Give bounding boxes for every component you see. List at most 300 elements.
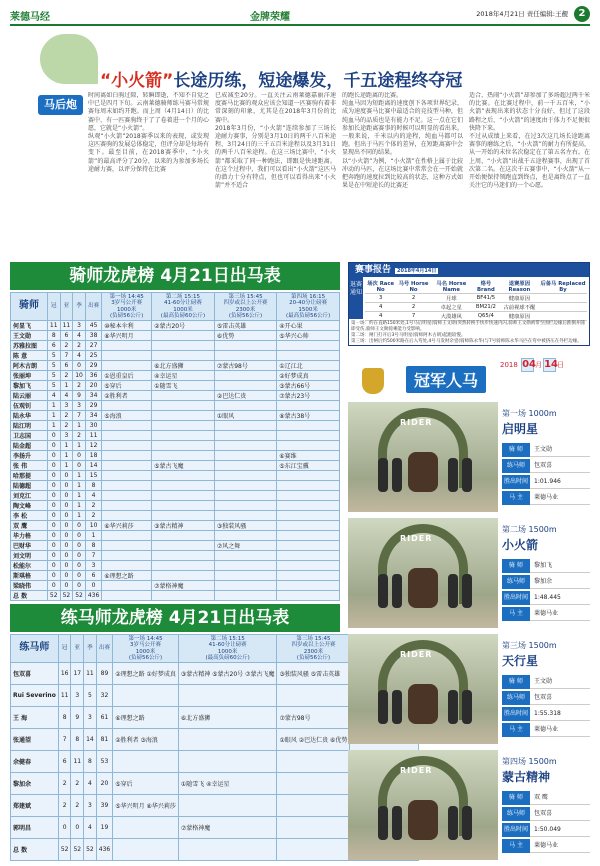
race-label: 第一场 1000m bbox=[502, 409, 557, 418]
stat-cell: 0 bbox=[47, 451, 60, 461]
person-name: 王文勋 bbox=[11, 331, 48, 341]
race-entry-cell bbox=[214, 591, 276, 601]
info-key: 马 主 bbox=[502, 723, 530, 737]
table-row bbox=[11, 421, 340, 431]
race-entry-cell bbox=[152, 391, 215, 401]
table-row bbox=[11, 501, 340, 511]
stat-cell: 0 bbox=[60, 551, 73, 561]
stat-column-header: 冠 bbox=[47, 293, 60, 321]
race-entry-cell bbox=[152, 351, 215, 361]
info-row bbox=[502, 475, 590, 489]
stat-cell: 7 bbox=[73, 411, 86, 421]
race-entry-cell bbox=[102, 451, 152, 461]
stat-cell: 0 bbox=[47, 541, 60, 551]
stat-cell: 436 bbox=[96, 839, 112, 861]
info-row bbox=[502, 839, 590, 853]
stat-cell: 0 bbox=[47, 461, 60, 471]
stat-cell: 0 bbox=[73, 541, 86, 551]
paragraph: 纯血马因为短距离的速度创下各项世界纪录，成为速度赛马比赛中最适合的竞技型马种，但纯血马的品质也是有能力不足。这一点在它们参加长途距离赛事的时候可以明显的看出来。一般来说，千米以内的途程，纯血马都可以跑。但出于马匹个体的差异，在短距离赛中会显现出不同的结果。 bbox=[342, 100, 463, 157]
article-column bbox=[215, 92, 336, 252]
race-result-card bbox=[348, 518, 590, 628]
stat-cell: 0 bbox=[71, 817, 84, 839]
person-name: 陶文峰 bbox=[11, 501, 48, 511]
info-key: 胜出时间 bbox=[502, 707, 530, 721]
horse-figure bbox=[408, 684, 438, 724]
stat-cell: 2 bbox=[71, 795, 84, 817]
winning-horse: 启明星 bbox=[502, 422, 539, 436]
info-value: 1:50.049 bbox=[530, 823, 590, 837]
race-entry-cell bbox=[214, 501, 276, 511]
info-value: 莱德马业 bbox=[530, 491, 590, 505]
stat-cell: 7 bbox=[60, 351, 73, 361]
race-entry-cell: ⑥理想之路 bbox=[102, 571, 152, 581]
stat-cell: 5 bbox=[47, 381, 60, 391]
report-cell: BF41/5 bbox=[472, 294, 500, 303]
race-distance: 1000米 bbox=[116, 306, 137, 313]
table-row bbox=[11, 551, 340, 561]
report-cell: 3 bbox=[365, 294, 396, 303]
report-cell: 7 bbox=[396, 312, 430, 321]
stat-cell: 12 bbox=[85, 441, 101, 451]
race-entry-cell: ⑦蒙格神魔 bbox=[152, 581, 215, 591]
stat-cell: 20 bbox=[96, 773, 112, 795]
table-row bbox=[11, 511, 340, 521]
race-entry-cell bbox=[102, 531, 152, 541]
info-value: 1:01.946 bbox=[530, 475, 590, 489]
race-entry-cell: ②蒙古20号 bbox=[152, 321, 215, 331]
report-note: 第三场：出闸后约500米路在后入弯处,4号马发财杂壹(骑师陈永华)与7号骑师陈永华马匹在弯中被挤压在外栏边缘。 bbox=[351, 339, 582, 344]
stat-cell: 3 bbox=[84, 795, 97, 817]
race-entry-cell bbox=[214, 461, 276, 471]
issue-info: 2018年4月21日 责任编辑:王靓 bbox=[476, 10, 568, 18]
page-header bbox=[10, 6, 590, 22]
stat-cell: 4 bbox=[47, 391, 60, 401]
champion-header bbox=[348, 356, 590, 400]
race-entry-cell bbox=[102, 401, 152, 411]
stat-cell: 52 bbox=[60, 591, 73, 601]
race-entry-cell: ⑥优势 bbox=[214, 331, 276, 341]
table-row bbox=[11, 571, 340, 581]
info-key: 胜出时间 bbox=[502, 475, 530, 489]
race-entry-cell: ⑤海浪 bbox=[102, 411, 152, 421]
report-header-cell: 场次 Race No bbox=[365, 279, 396, 294]
info-key: 胜出时间 bbox=[502, 591, 530, 605]
rider-table-title: 骑师龙虎榜 4月21日出马表 bbox=[10, 262, 340, 290]
stat-cell: 0 bbox=[47, 441, 60, 451]
stat-cell: 53 bbox=[96, 751, 112, 773]
info-value: 1:55.318 bbox=[530, 707, 590, 721]
race-entry-cell bbox=[152, 551, 215, 561]
table-row bbox=[11, 371, 340, 381]
race-entry-cell: ⑦蒙格神魔 bbox=[178, 817, 277, 839]
person-name: 毕力格 bbox=[11, 531, 48, 541]
info-key: 练马师 bbox=[502, 691, 530, 705]
race-label: 第四场 1500m bbox=[502, 757, 557, 766]
person-name: 伍观钊 bbox=[11, 401, 48, 411]
person-name: 陈 意 bbox=[11, 351, 48, 361]
race-entry-cell bbox=[277, 531, 340, 541]
stat-cell: 25 bbox=[85, 351, 101, 361]
report-cell: 古前视球不醒 bbox=[500, 303, 539, 312]
race-entry-cell bbox=[214, 471, 276, 481]
race-entry-cell bbox=[214, 431, 276, 441]
race-weight: (负磅56公斤) bbox=[128, 655, 163, 661]
race-entry-cell bbox=[277, 591, 340, 601]
race-entry-cell bbox=[277, 839, 350, 861]
race-entry-cell bbox=[152, 341, 215, 351]
stat-cell: 0 bbox=[47, 561, 60, 571]
race-entry-cell bbox=[113, 839, 179, 861]
race-entry-cell bbox=[214, 561, 276, 571]
winner-photo bbox=[348, 634, 498, 744]
stat-cell: 11 bbox=[58, 685, 71, 707]
race-entry-cell bbox=[214, 491, 276, 501]
info-value: 莱德马业 bbox=[530, 723, 590, 737]
withdrawal-table bbox=[365, 279, 587, 321]
race-entry-cell bbox=[214, 401, 276, 411]
report-note: 第一场：约在直路150米处,1号马后明星(骑师王文勋)突然转换手快步快速内闪,骑师王文勋被带至围栏边缘后跌倒并随即受伤,骑师王文勋骑乘能力受影响。 bbox=[351, 321, 585, 332]
race-entry-cell: ③蒙古精神 bbox=[152, 521, 215, 531]
stat-cell: 0 bbox=[73, 571, 86, 581]
race-entry-cell bbox=[277, 481, 340, 491]
table-row bbox=[11, 461, 340, 471]
race-entry-cell bbox=[214, 351, 276, 361]
stat-cell: 2 bbox=[71, 773, 84, 795]
person-figure bbox=[392, 574, 402, 608]
stat-cell: 1 bbox=[73, 511, 86, 521]
report-title-text: 赛事报告 bbox=[355, 265, 392, 275]
person-name: 张通望 bbox=[11, 729, 59, 751]
info-row bbox=[502, 459, 590, 473]
stat-cell: 0 bbox=[60, 581, 73, 591]
stat-cell: 11 bbox=[47, 321, 60, 331]
stat-cell: 1 bbox=[60, 461, 73, 471]
stat-cell: 1 bbox=[47, 401, 60, 411]
stat-cell: 8 bbox=[85, 481, 101, 491]
stat-cell: 8 bbox=[84, 751, 97, 773]
race-entry-cell bbox=[102, 581, 152, 591]
paragraph: 以“小火箭”为例，“小火箭”在性格上属于比较冲动的马匹，在这场比赛中常常会在一开始就把奔跑的速度拉到比较高的状态，这种方式如果是在中短途长的比赛还 bbox=[342, 157, 463, 190]
person-name: 郑建斌 bbox=[11, 795, 59, 817]
race-entry-cell bbox=[277, 773, 350, 795]
table-row bbox=[11, 531, 340, 541]
champion-date bbox=[500, 358, 564, 372]
stat-cell: 52 bbox=[84, 839, 97, 861]
report-cell: 2 bbox=[396, 303, 430, 312]
stat-cell: 52 bbox=[73, 591, 86, 601]
race-distance: 2300米 bbox=[235, 306, 256, 313]
person-figure bbox=[462, 806, 472, 840]
info-value: 莱德马业 bbox=[530, 607, 590, 621]
info-value: 黎加余 bbox=[530, 575, 590, 589]
info-row bbox=[502, 575, 590, 589]
stat-cell: 14 bbox=[85, 461, 101, 471]
report-header-cell: 烙号 Brand bbox=[472, 279, 500, 294]
stat-cell: 10 bbox=[73, 371, 86, 381]
table-row bbox=[11, 351, 340, 361]
race-entry-cell: ⑥理想之路 bbox=[113, 707, 179, 729]
table-row bbox=[11, 321, 340, 331]
person-name: 陆江明 bbox=[11, 421, 48, 431]
race-entry-cell bbox=[102, 351, 152, 361]
race-entry-cell bbox=[178, 795, 277, 817]
stat-cell: 0 bbox=[73, 361, 86, 371]
race-entry-cell: ⑧华兴明月 bbox=[102, 331, 152, 341]
report-row bbox=[365, 303, 587, 312]
race-entry-cell: ①眼风 ②巴达仁贵 ⑥优势 bbox=[277, 729, 350, 751]
race-entry-cell bbox=[102, 421, 152, 431]
stat-cell: 1 bbox=[47, 411, 60, 421]
paragraph: 的跑长途距离的比赛。 bbox=[342, 92, 403, 99]
race-entry-cell bbox=[152, 451, 215, 461]
article-column bbox=[88, 92, 209, 252]
race-entry-cell bbox=[277, 571, 340, 581]
stat-cell: 0 bbox=[73, 531, 86, 541]
info-value: 包双喜 bbox=[530, 459, 590, 473]
report-header-cell: 马号 Horse No bbox=[396, 279, 430, 294]
info-row bbox=[502, 559, 590, 573]
race-entry-cell bbox=[152, 541, 215, 551]
stat-cell: 4 bbox=[85, 491, 101, 501]
race-entry-cell: ①随雪飞 ④幸运星 bbox=[178, 773, 277, 795]
stat-cell: 3 bbox=[84, 707, 97, 729]
info-key: 骑 师 bbox=[502, 559, 530, 573]
person-figure bbox=[448, 574, 458, 608]
person-name: 陆德超 bbox=[11, 481, 48, 491]
section-name: 金牌荣耀 bbox=[250, 12, 290, 23]
race-entry-cell bbox=[152, 501, 215, 511]
stat-cell: 1 bbox=[73, 491, 86, 501]
stat-cell: 436 bbox=[85, 591, 101, 601]
race-entry-cell bbox=[277, 521, 340, 531]
report-cell: 月球 bbox=[431, 294, 472, 303]
report-title bbox=[349, 263, 589, 277]
stat-cell: 16 bbox=[58, 663, 71, 685]
stat-cell: 30 bbox=[85, 421, 101, 431]
stat-cell: 15 bbox=[85, 471, 101, 481]
stat-cell: 0 bbox=[47, 431, 60, 441]
stat-cell: 0 bbox=[60, 531, 73, 541]
info-key: 骑 师 bbox=[502, 443, 530, 457]
stat-cell: 1 bbox=[73, 421, 86, 431]
report-date: 2018年4月14日 bbox=[397, 268, 437, 274]
person-name: 斯琪格 bbox=[11, 571, 48, 581]
stat-cell: 0 bbox=[47, 501, 60, 511]
race-label: 第三场 1500m bbox=[502, 641, 557, 650]
info-key: 练马师 bbox=[502, 807, 530, 821]
info-key: 练马师 bbox=[502, 459, 530, 473]
race-entry-cell bbox=[102, 501, 152, 511]
person-figure bbox=[448, 458, 458, 492]
info-row bbox=[502, 607, 590, 621]
stat-cell: 8 bbox=[85, 541, 101, 551]
stat-cell: 17 bbox=[71, 663, 84, 685]
stat-cell: 7 bbox=[58, 729, 71, 751]
table-header-row bbox=[11, 293, 340, 321]
paragraph: 2018年3月份，“小火箭”连续参加了三场长途耐力赛事，分别是3月10日的两千八百米途程，3月24日的三千五百米途程以及3月31日的两千八百米途程。在这三场比赛中，“小火箭”都采取了同一种跑法，即跟是快速距离。在这个过程中，我们可以看出“小火箭”这匹马的潜力十分有特点，但也可以看得出来“小火箭”并不适合 bbox=[215, 124, 336, 190]
stat-cell: 0 bbox=[60, 541, 73, 551]
paragraph: 已成减至20分。一直关注云南莱德嘉丽洋速度赛马比赛的观众应该会知道一匹赛驹有着非常深刻的印象，尤其是在2018年3月份的比赛中。 bbox=[215, 92, 336, 124]
arch-label: RIDER bbox=[400, 766, 433, 775]
person-name: 双 鹰 bbox=[11, 521, 48, 531]
stat-cell: 0 bbox=[73, 581, 86, 591]
person-name: 刘克江 bbox=[11, 491, 48, 501]
stat-cell: 0 bbox=[60, 491, 73, 501]
paragraph: 时间离如白驹过隙，转瞬即逝，不知不自觉之中已是四月下旬。云南莱德骑师练马赛马常规赛每周末如约开跑。而上周（4月14日）的比赛中，有一匹赛驹终于了了卷着进一个月的心愿，它就是“小火箭”。 bbox=[88, 92, 209, 132]
person-figure bbox=[378, 458, 388, 492]
report-cell bbox=[539, 312, 587, 321]
stat-cell: 0 bbox=[73, 551, 86, 561]
horse-figure bbox=[408, 568, 438, 608]
report-cell: 4 bbox=[365, 303, 396, 312]
table-row bbox=[11, 591, 340, 601]
race-entry-cell bbox=[214, 441, 276, 451]
winner-photo bbox=[348, 750, 498, 860]
stat-cell: 3 bbox=[60, 431, 73, 441]
stat-cell: 8 bbox=[58, 707, 71, 729]
stat-cell: 0 bbox=[47, 491, 60, 501]
race-type: 41-60分让磅赛 bbox=[163, 300, 202, 306]
table-row bbox=[11, 381, 340, 391]
report-cell bbox=[539, 303, 587, 312]
info-row bbox=[502, 791, 590, 805]
race-entry-cell bbox=[152, 481, 215, 491]
info-key: 骑 师 bbox=[502, 791, 530, 805]
race-entry-cell: ⑤东江宝骥 bbox=[277, 461, 340, 471]
race-entry-cell: ②好梦成真 bbox=[277, 371, 340, 381]
person-figure bbox=[462, 574, 472, 608]
person-figure bbox=[378, 690, 388, 724]
stat-cell: 2 bbox=[58, 773, 71, 795]
race-entry-cell bbox=[214, 511, 276, 521]
table-row bbox=[11, 581, 340, 591]
stat-cell: 0 bbox=[60, 511, 73, 521]
person-figure bbox=[392, 806, 402, 840]
tag-decoration bbox=[10, 34, 50, 82]
race-type: 3岁马公开赛 bbox=[111, 300, 143, 306]
trainer-table-title: 练马师龙虎榜 4月21日出马表 bbox=[10, 604, 340, 632]
race-entry-cell bbox=[113, 751, 179, 773]
race-entry-cell bbox=[102, 541, 152, 551]
stat-cell: 0 bbox=[47, 551, 60, 561]
race-entry-cell bbox=[152, 561, 215, 571]
stat-cell: 0 bbox=[60, 561, 73, 571]
race-distance: 1000米 bbox=[217, 648, 238, 655]
stat-cell: 2 bbox=[60, 421, 73, 431]
report-cell: 健康原因 bbox=[500, 312, 539, 321]
winning-horse: 天行星 bbox=[502, 654, 539, 668]
horse-figure bbox=[408, 452, 438, 492]
race-entry-cell: ③蒙古精神 ⑤蒙古20号 ⑦蒙古飞魔 bbox=[178, 663, 277, 685]
stat-cell: 1 bbox=[85, 531, 101, 541]
race-entry-cell bbox=[102, 341, 152, 351]
info-row bbox=[502, 823, 590, 837]
person-name: 苏雅拉图 bbox=[11, 341, 48, 351]
race-entry-cell bbox=[102, 461, 152, 471]
table-row bbox=[11, 521, 340, 531]
date-day-unit: 日 bbox=[557, 361, 565, 369]
race-entry-cell bbox=[152, 571, 215, 581]
stat-cell: 1 bbox=[60, 381, 73, 391]
date-month: 04 bbox=[522, 359, 536, 370]
stat-cell: 8 bbox=[71, 729, 84, 751]
info-value: 王文勋 bbox=[530, 443, 590, 457]
race-entry-cell: ⑤华兴明月 ⑧华兴莉莎 bbox=[113, 795, 179, 817]
person-name: 余健春 bbox=[11, 751, 59, 773]
race-entry-cell bbox=[113, 685, 179, 707]
race-entry-cell bbox=[102, 441, 152, 451]
stat-cell: 4 bbox=[73, 351, 86, 361]
race-entry-cell: ⑦风之舞 bbox=[214, 541, 276, 551]
race-column-header bbox=[113, 635, 179, 663]
report-notes bbox=[351, 321, 589, 345]
race-entry-cell: ②胜利者 ③海浪 bbox=[113, 729, 179, 751]
date-day: 14 bbox=[544, 359, 558, 370]
name-column-header: 骑师 bbox=[11, 293, 48, 321]
info-value: 黎加飞 bbox=[530, 559, 590, 573]
info-key: 练马师 bbox=[502, 575, 530, 589]
race-column-header bbox=[102, 293, 152, 321]
stat-cell: 61 bbox=[96, 707, 112, 729]
stat-cell: 2 bbox=[58, 795, 71, 817]
stat-column-header: 冠 bbox=[58, 635, 71, 663]
article-body bbox=[88, 92, 590, 252]
stat-cell: 5 bbox=[84, 685, 97, 707]
stat-cell: 10 bbox=[85, 521, 101, 531]
arch-label: RIDER bbox=[400, 534, 433, 543]
race-entry-cell bbox=[102, 551, 152, 561]
date-month-unit: 月 bbox=[535, 361, 543, 369]
race-entry-cell bbox=[214, 481, 276, 491]
race-entry-cell bbox=[277, 751, 350, 773]
race-entry-cell: ⑥北方盛狮 bbox=[178, 707, 277, 729]
stat-cell: 3 bbox=[73, 401, 86, 411]
race-entry-cell: ⑥北方盛狮 bbox=[152, 361, 215, 371]
info-row bbox=[502, 443, 590, 457]
stat-cell: 36 bbox=[85, 371, 101, 381]
person-name: 陆永华 bbox=[11, 411, 48, 421]
stat-cell: 38 bbox=[85, 331, 101, 341]
race-entry-cell bbox=[277, 441, 340, 451]
person-name: 陆金超 bbox=[11, 441, 48, 451]
person-name: 总 数 bbox=[11, 591, 48, 601]
race-column-header bbox=[214, 293, 276, 321]
stat-cell: 29 bbox=[85, 401, 101, 411]
paragraph: 不过从成绩上来看，在过3次这几场长途距离赛事的磨练之后，“小火箭”的耐力有所提高，从一开始的末位名次稳定在了第五名左右。在上周，“小火箭”出战千五途程赛事，出现了首次第二名。在这次千五赛事中，“小火箭”从一开始便保持领跑直到终点，也是离终点了一直关注它的马迷们的一个心愿。 bbox=[469, 133, 590, 190]
race-time: 第二场 15:15 bbox=[165, 293, 200, 300]
race-entry-cell bbox=[277, 501, 340, 511]
race-entry-cell bbox=[152, 411, 215, 421]
race-info bbox=[502, 750, 590, 855]
paragraph: 纵观“小火箭”2018赛季以来的表现，或发现这匹赛驹的发展总体稳定，但评分却是每场有变下。最至目前，在2018赛季中，“小火箭”的最高评分了20分，以来的为参加多场长途耐力赛，以评分保持在比赛 bbox=[88, 133, 209, 173]
person-figure bbox=[392, 458, 402, 492]
horse-figure bbox=[408, 800, 438, 840]
table-row bbox=[11, 541, 340, 551]
stat-cell: 6 bbox=[58, 751, 71, 773]
stat-cell: 0 bbox=[47, 531, 60, 541]
info-row bbox=[502, 707, 590, 721]
column-tag: 马后炮 bbox=[38, 95, 83, 115]
stat-cell: 18 bbox=[85, 451, 101, 461]
race-weight: (负磅56公斤) bbox=[296, 655, 331, 661]
stat-cell: 4 bbox=[60, 391, 73, 401]
person-name: 郭明昌 bbox=[11, 817, 59, 839]
info-row bbox=[502, 723, 590, 737]
race-column-header bbox=[152, 293, 215, 321]
race-entry-cell: ⑤华兴心帅 bbox=[277, 331, 340, 341]
race-entry-cell bbox=[277, 351, 340, 361]
person-name: 李扬升 bbox=[11, 451, 48, 461]
